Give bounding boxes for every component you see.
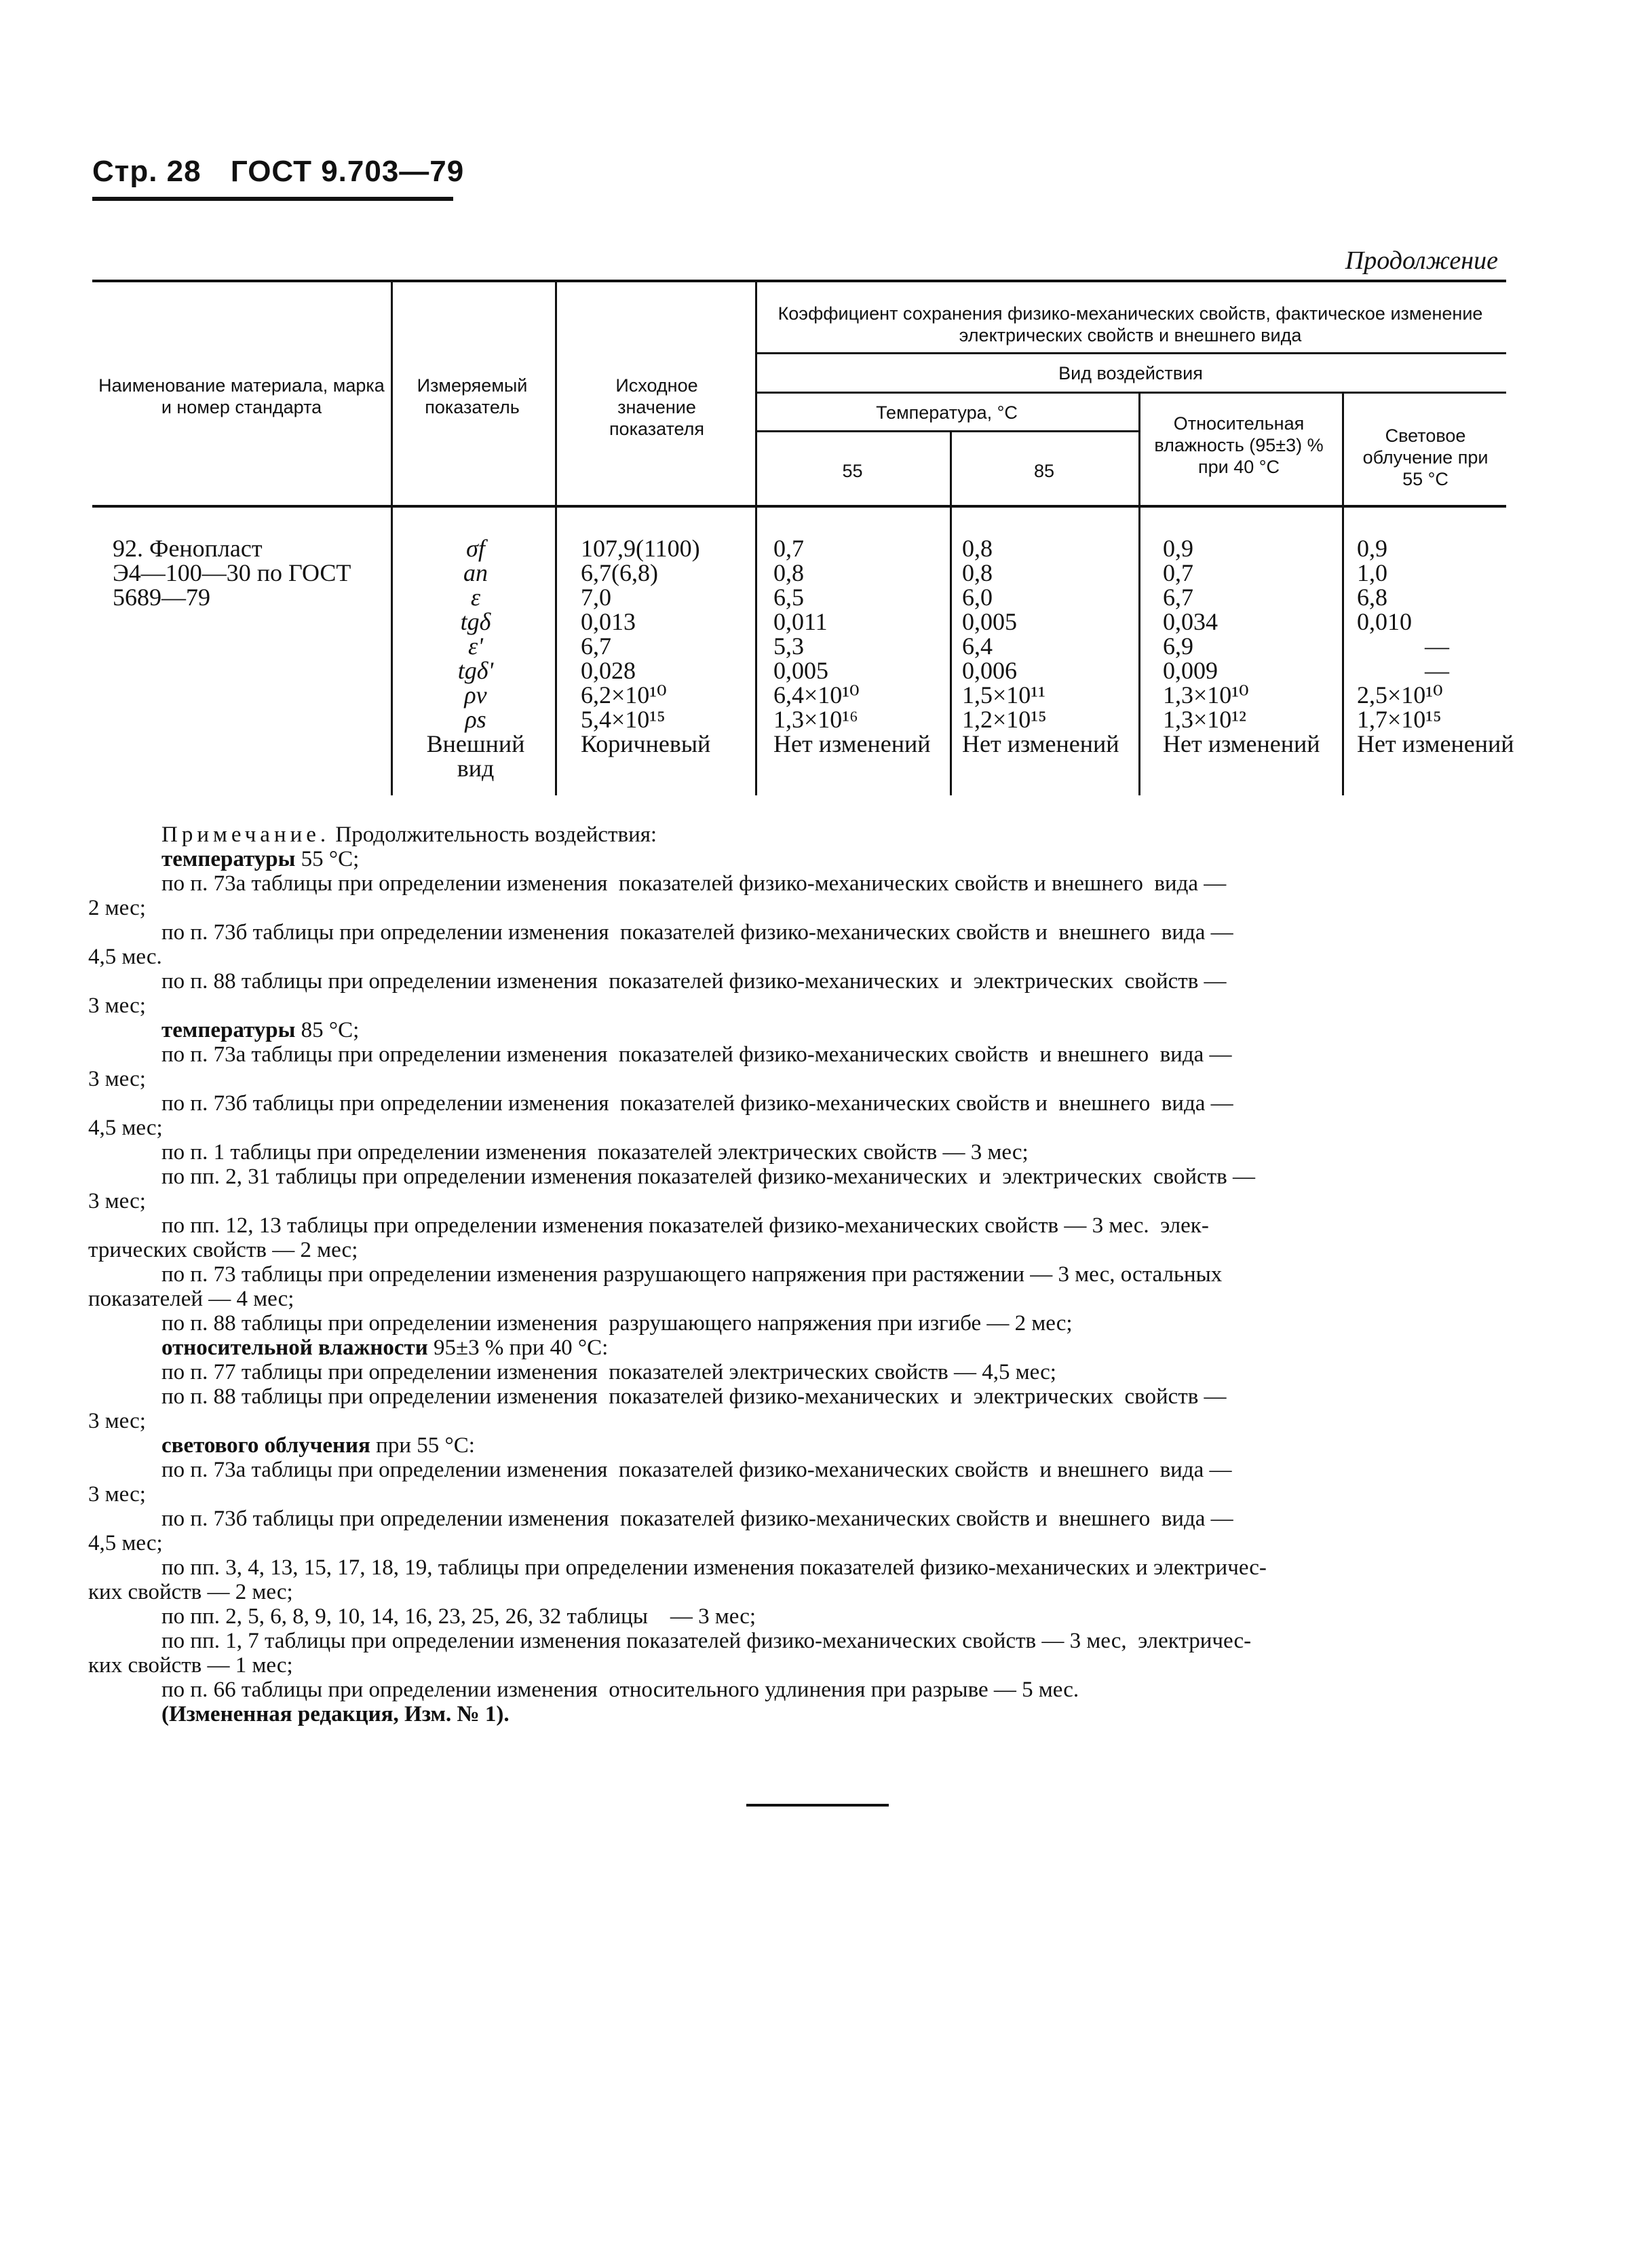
note-text: по пп. 3, 4, 13, 15, 17, 18, 19, таблицы при определении изменения показателей физико-механических и электричес- xyxy=(161,1555,1267,1580)
table-value: 5689—79 xyxy=(113,584,210,611)
header-material: Наименование материала, марка и номер стандарта xyxy=(98,375,385,417)
note-line xyxy=(88,1165,1540,1189)
note-line xyxy=(88,1678,1540,1702)
table-value: 0,005 xyxy=(962,608,1017,635)
table-value: 6,2×10¹⁰ xyxy=(581,681,667,708)
note-text: 2 мес; xyxy=(88,896,146,920)
note-line xyxy=(88,1091,1540,1116)
humidity-cell xyxy=(1163,536,1320,756)
standard-code: ГОСТ 9.703—79 xyxy=(230,155,465,188)
header-exposure: Вид воздействия xyxy=(1058,363,1203,383)
initial-cell xyxy=(581,536,710,756)
table-value: 6,7 xyxy=(581,632,611,660)
note-line xyxy=(88,1360,1540,1384)
note-text: 3 мес; xyxy=(88,1409,146,1433)
header-initial: Исходное значение показателя xyxy=(609,375,705,439)
table-value: — xyxy=(1425,632,1449,660)
rule-under-coef xyxy=(755,352,1506,354)
table-value: Внешний xyxy=(426,730,525,757)
note-line xyxy=(88,896,1540,920)
table-value: 6,4 xyxy=(962,632,993,660)
table-value: 6,7 xyxy=(1163,584,1193,611)
end-rule xyxy=(746,1804,889,1807)
table-value: 0,7 xyxy=(773,535,804,562)
t85-cell xyxy=(962,536,1119,756)
table-value: 0,028 xyxy=(581,657,636,684)
table-value: Нет изменений xyxy=(773,730,931,757)
table-value: 0,7 xyxy=(1163,559,1193,586)
note-line xyxy=(88,1604,1540,1629)
table-value: 107,9(1100) xyxy=(581,535,700,562)
table-value: 1,3×10¹⁰ xyxy=(1163,681,1249,708)
t55-cell xyxy=(773,536,931,756)
note-line xyxy=(88,1482,1540,1507)
table-value: 1,5×10¹¹ xyxy=(962,681,1045,708)
note-text: ких свойств — 1 мес; xyxy=(88,1653,293,1678)
table-value: an xyxy=(463,559,488,586)
table-value: 0,9 xyxy=(1163,535,1193,562)
table-value: 1,2×10¹⁵ xyxy=(962,706,1047,733)
table-value: 0,034 xyxy=(1163,608,1218,635)
table-value: 6,7(6,8) xyxy=(581,559,658,586)
note-text-tail: при 55 °С: xyxy=(370,1433,475,1458)
note-text: 3 мес; xyxy=(88,1189,146,1213)
table-value: 0,9 xyxy=(1357,535,1387,562)
note-line xyxy=(88,1336,1540,1360)
note-text: ких свойств — 2 мес; xyxy=(88,1580,293,1604)
note-line xyxy=(88,920,1540,945)
header-t85: 85 xyxy=(1033,461,1055,481)
table-value: 0,8 xyxy=(962,535,993,562)
table-value: 92. Фенопласт xyxy=(113,535,263,562)
note-line xyxy=(88,847,1540,871)
col-sep-4 xyxy=(950,430,952,795)
table-value: 1,7×10¹⁵ xyxy=(1357,706,1442,733)
note-text: по пп. 1, 7 таблицы при определении изменения показателей физико-механических свойств — 3 мес, электричес- xyxy=(161,1629,1252,1653)
note-text: температуры xyxy=(161,847,296,871)
note-line xyxy=(88,1287,1540,1311)
table-value: вид xyxy=(457,755,495,782)
table-value: ρv xyxy=(464,681,487,708)
table-value: 0,8 xyxy=(962,559,993,586)
table-value: ρs xyxy=(465,706,486,733)
note-text: по пп. 12, 13 таблицы при определении изменения показателей физико-механических свойств — 3 мес. элек- xyxy=(161,1213,1209,1238)
note-text: по п. 73б таблицы при определении изменения показателей физико-механических свойств и внешнего вида — xyxy=(161,1507,1233,1531)
note-text: по п. 77 таблицы при определении изменения показателей электрических свойств — 4,5 мес; xyxy=(161,1360,1056,1384)
note-line xyxy=(88,945,1540,969)
table-value: 7,0 xyxy=(581,584,611,611)
note-text: 3 мес; xyxy=(88,1067,146,1091)
note-text: по п. 73б таблицы при определении изменения показателей физико-механических свойств и внешнего вида — xyxy=(161,1091,1233,1116)
note-line xyxy=(88,1042,1540,1067)
table-value: 6,4×10¹⁰ xyxy=(773,681,860,708)
note-text: по п. 73а таблицы при определении изменения показателей физико-механических свойств и внешнего вида — xyxy=(161,871,1227,896)
table-value: 0,009 xyxy=(1163,657,1218,684)
table-value: 0,013 xyxy=(581,608,636,635)
light-cell xyxy=(1357,536,1514,756)
note-text: по п. 88 таблицы при определении изменения показателей физико-механических и электрических свойств — xyxy=(161,1384,1227,1409)
table-value: Коричневый xyxy=(581,730,711,757)
table-value: — xyxy=(1425,657,1449,684)
table-value: Нет изменений xyxy=(1357,730,1514,757)
note-text: по п. 66 таблицы при определении изменения относительного удлинения при разрыве — 5 мес. xyxy=(161,1678,1079,1702)
table-value: ε xyxy=(470,584,481,611)
measured-cell xyxy=(398,536,554,780)
rule-under-exposure xyxy=(755,392,1506,394)
header-measured: Измеряемый показатель xyxy=(417,375,528,417)
note-text: Продолжительность воздействия: xyxy=(330,823,657,847)
header-light: Световое облучение при 55 °С xyxy=(1362,426,1489,489)
col-sep-2 xyxy=(555,280,557,795)
table-value: 1,0 xyxy=(1357,559,1387,586)
header-bottom-rule xyxy=(92,505,1506,508)
note-line xyxy=(88,1629,1540,1653)
note-text: (Измененная редакция, Изм. № 1). xyxy=(161,1702,510,1726)
note-line xyxy=(88,1262,1540,1287)
table-value: 0,010 xyxy=(1357,608,1412,635)
note-block xyxy=(88,823,1540,1726)
table-value: tgδ' xyxy=(457,657,494,684)
note-text: по п. 73а таблицы при определении изменения показателей физико-механических свойств и внешнего вида — xyxy=(161,1458,1232,1482)
table-value: 5,4×10¹⁵ xyxy=(581,706,666,733)
note-text-tail: 85 °С; xyxy=(295,1018,360,1042)
note-line xyxy=(88,1018,1540,1042)
note-line xyxy=(88,1580,1540,1604)
note-text: светового облучения xyxy=(161,1433,370,1458)
table-value: 0,005 xyxy=(773,657,828,684)
table-value: 2,5×10¹⁰ xyxy=(1357,681,1443,708)
note-line xyxy=(88,1458,1540,1482)
note-line xyxy=(88,1555,1540,1580)
note-text: 4,5 мес. xyxy=(88,945,162,969)
page-header xyxy=(92,155,464,189)
header-underline xyxy=(92,197,453,201)
note-text: 4,5 мес; xyxy=(88,1531,163,1555)
note-text: по п. 73а таблицы при определении изменения показателей физико-механических свойств и внешнего вида — xyxy=(161,1042,1232,1067)
table-value: σf xyxy=(466,535,485,562)
header-coef: Коэффициент сохранения физико-механических свойств, фактическое изменение электрических свойств и внешнего вида xyxy=(778,303,1483,345)
col-sep-6 xyxy=(1342,392,1344,795)
note-line xyxy=(88,1653,1540,1678)
table-value: 6,5 xyxy=(773,584,804,611)
note-text: по п. 88 таблицы при определении изменения разрушающего напряжения при изгибе — 2 мес; xyxy=(161,1311,1073,1336)
note-text: относительной влажности xyxy=(161,1336,428,1360)
note-line xyxy=(88,1189,1540,1213)
note-line xyxy=(88,969,1540,994)
page-number: Стр. 28 xyxy=(92,155,202,188)
table-value: ε' xyxy=(468,632,483,660)
note-line xyxy=(88,1531,1540,1555)
table-value: Нет изменений xyxy=(1163,730,1320,757)
col-sep-5 xyxy=(1138,392,1140,795)
note-line xyxy=(88,1433,1540,1458)
note-line xyxy=(88,1384,1540,1409)
note-line xyxy=(88,823,1540,847)
material-cell xyxy=(113,536,351,609)
note-text: показателей — 4 мес; xyxy=(88,1287,294,1311)
note-line xyxy=(88,1507,1540,1531)
col-sep-1 xyxy=(391,280,393,795)
note-text: по п. 1 таблицы при определении изменения показателей электрических свойств — 3 мес; xyxy=(161,1140,1029,1165)
col-sep-3 xyxy=(755,280,757,795)
note-text: 3 мес; xyxy=(88,994,146,1018)
table-value: 6,0 xyxy=(962,584,993,611)
note-line xyxy=(88,1140,1540,1165)
table-value: Нет изменений xyxy=(962,730,1119,757)
table-value: 5,3 xyxy=(773,632,804,660)
table-value: 0,006 xyxy=(962,657,1017,684)
note-text-tail: 55 °С; xyxy=(295,847,360,871)
table-value: Э4—100—30 по ГОСТ xyxy=(113,559,351,586)
note-title: Примечание. xyxy=(161,823,330,847)
note-text-tail: 95±3 % при 40 °С: xyxy=(427,1336,609,1360)
header-humidity: Относительная влажность (95±3) % при 40 °С xyxy=(1154,413,1324,477)
table-value: 6,8 xyxy=(1357,584,1387,611)
rule-under-temperature xyxy=(755,430,1138,432)
header-temperature: Температура, °С xyxy=(876,402,1018,423)
note-line xyxy=(88,1116,1540,1140)
note-line xyxy=(88,1702,1540,1726)
note-line xyxy=(88,1067,1540,1091)
header-t55: 55 xyxy=(842,461,863,481)
note-text: по пп. 2, 5, 6, 8, 9, 10, 14, 16, 23, 25, 26, 32 таблицы — 3 мес; xyxy=(161,1604,756,1629)
note-text: 4,5 мес; xyxy=(88,1116,163,1140)
note-text: 3 мес; xyxy=(88,1482,146,1507)
note-text: трических свойств — 2 мес; xyxy=(88,1238,358,1262)
table-value: 6,9 xyxy=(1163,632,1193,660)
table-value: 0,8 xyxy=(773,559,804,586)
data-table xyxy=(92,280,1514,795)
table-value: 0,011 xyxy=(773,608,828,635)
table-value: 1,3×10¹² xyxy=(1163,706,1246,733)
note-line xyxy=(88,871,1540,896)
note-line xyxy=(88,1213,1540,1238)
note-line xyxy=(88,1238,1540,1262)
note-text: по п. 73 таблицы при определении изменения разрушающего напряжения при растяжении — 3 мес, остальных xyxy=(161,1262,1223,1287)
note-text: по пп. 2, 31 таблицы при определении изменения показателей физико-механических и электрических свойств — xyxy=(161,1165,1255,1189)
table-value: tgδ xyxy=(460,608,491,635)
note-line xyxy=(88,1311,1540,1336)
table-value: 1,3×10¹⁶ xyxy=(773,706,858,733)
note-line xyxy=(88,1409,1540,1433)
note-text: по п. 73б таблицы при определении изменения показателей физико-механических свойств и внешнего вида — xyxy=(161,920,1233,945)
continuation-label: Продолжение xyxy=(1345,246,1498,275)
note-line xyxy=(88,994,1540,1018)
note-text: по п. 88 таблицы при определении изменения показателей физико-механических и электрических свойств — xyxy=(161,969,1227,994)
note-text: температуры xyxy=(161,1018,296,1042)
table-top-rule xyxy=(92,280,1506,282)
